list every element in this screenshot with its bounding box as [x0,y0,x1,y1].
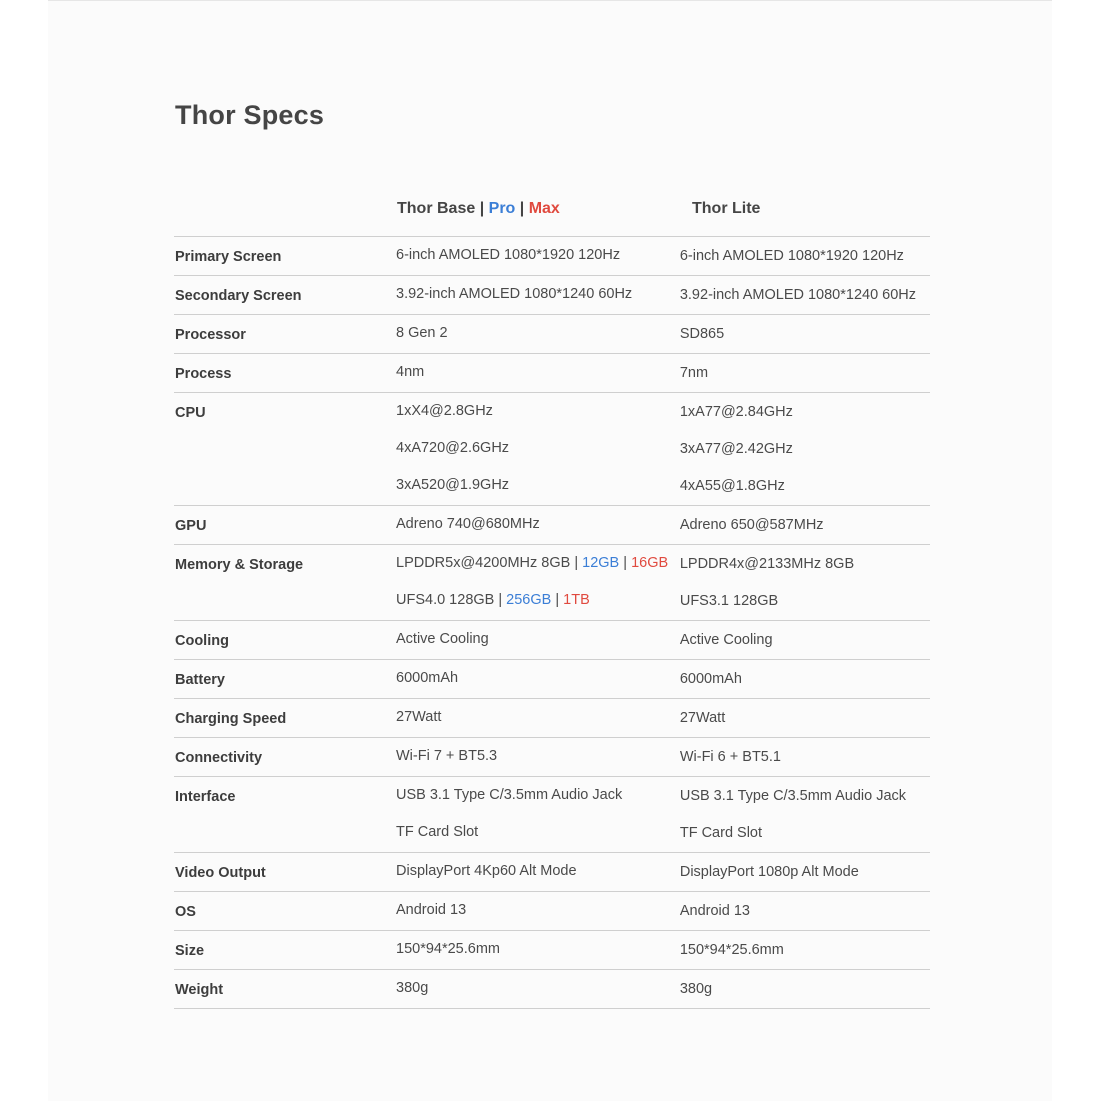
spec-value-base: Active Cooling [396,631,489,647]
spec-value-lite: Adreno 650@587MHz [679,517,824,533]
page-title: Thor Specs [175,100,325,130]
spec-value-lite: 1xA77@2.84GHz [679,404,793,420]
spec-label: Primary Screen [175,249,282,265]
spec-value-base: Wi-Fi 7 + BT5.3 [396,748,498,764]
spec-value-base: 4xA720@2.6GHz [396,440,510,456]
spec-row-battery [174,660,930,699]
spec-value-lite: 380g [679,981,713,997]
column-separator: | [479,200,485,217]
value-separator: | [623,555,628,571]
spec-label: Secondary Screen [175,288,302,304]
spec-row-connectivity [174,738,930,777]
spec-value-base: 150*94*25.6mm [396,941,500,957]
spec-row-secondary-screen [174,276,930,315]
spec-row-gpu [174,506,930,545]
spec-value-base: 380g [396,980,429,996]
spec-label: Cooling [175,633,229,649]
spec-value-lite: 150*94*25.6mm [679,942,784,958]
storage-max-value: 1TB [563,592,590,608]
storage-base-value: UFS4.0 128GB [396,592,495,608]
spec-value-lite: 7nm [679,365,709,381]
column-max-label: Max [528,200,560,217]
spec-row-os [174,892,930,931]
column-header-base [397,200,560,218]
memory-max-value: 16GB [631,555,669,571]
spec-value-lite: 6-inch AMOLED 1080*1920 120Hz [679,248,904,264]
spec-label: OS [175,904,196,920]
spec-value-lite: TF Card Slot [679,825,763,841]
spec-value-lite: 3.92-inch AMOLED 1080*1240 60Hz [679,287,917,303]
spec-value-base: 8 Gen 2 [396,325,448,341]
spec-row-primary-screen [174,237,930,276]
spec-value-base: 6000mAh [396,670,459,686]
value-separator: | [555,592,560,608]
value-separator: | [574,555,579,571]
spec-row-video-output [174,853,930,892]
spec-label: Processor [175,327,246,343]
spec-label: Size [175,943,205,959]
memory-base-value: LPDDR5x@4200MHz 8GB [396,555,571,571]
spec-table [174,236,930,1009]
spec-value-base-storage [396,590,680,610]
spec-label: Connectivity [175,750,263,766]
spec-value-lite: USB 3.1 Type C/3.5mm Audio Jack [679,788,907,804]
spec-label: Process [175,366,232,382]
spec-value-base: TF Card Slot [396,824,479,840]
spec-value-lite: 4xA55@1.8GHz [679,478,785,494]
spec-row-charging-speed [174,699,930,738]
spec-value-base-memory [396,553,680,573]
spec-label: Charging Speed [175,711,287,727]
spec-value-lite: 3xA77@2.42GHz [679,441,793,457]
spec-value-lite: SD865 [679,326,725,342]
spec-label: GPU [175,518,207,534]
spec-value-lite: UFS3.1 128GB [679,593,779,609]
spec-label: Video Output [175,865,266,881]
column-base-label: Thor Base [397,200,476,217]
spec-value-lite: LPDDR4x@2133MHz 8GB [679,556,855,572]
spec-value-lite: Active Cooling [679,632,773,648]
spec-row-size [174,931,930,970]
spec-row-cooling [174,621,930,660]
spec-value-base: 3xA520@1.9GHz [396,477,510,493]
memory-pro-value: 12GB [582,555,620,571]
spec-label: Weight [175,982,224,998]
spec-value-lite: Android 13 [679,903,750,919]
spec-label: Interface [175,789,236,805]
spec-value-lite: Wi-Fi 6 + BT5.1 [679,749,781,765]
spec-value-base: DisplayPort 4Kp60 Alt Mode [396,863,577,879]
spec-value-base: 6-inch AMOLED 1080*1920 120Hz [396,247,621,263]
spec-value-base: USB 3.1 Type C/3.5mm Audio Jack [396,787,623,803]
column-separator: | [519,200,525,217]
spec-label: Memory & Storage [175,557,304,573]
spec-label: CPU [175,405,206,421]
spec-value-base: 3.92-inch AMOLED 1080*1240 60Hz [396,286,633,302]
spec-value-lite: 6000mAh [679,671,742,687]
spec-value-base: 1xX4@2.8GHz [396,403,493,419]
spec-row-interface [174,777,930,853]
spec-value-base: 4nm [396,364,425,380]
spec-row-processor [174,315,930,354]
spec-value-lite: 27Watt [679,710,726,726]
spec-value-base: 27Watt [396,709,442,725]
spec-value-base: Adreno 740@680MHz [396,516,540,532]
spec-value-lite: DisplayPort 1080p Alt Mode [679,864,859,880]
spec-row-weight [174,970,930,1009]
spec-row-process [174,354,930,393]
spec-value-base: Android 13 [396,902,467,918]
spec-label: Battery [175,672,225,688]
column-pro-label: Pro [488,200,516,217]
column-header-lite: Thor Lite [692,200,761,217]
value-separator: | [498,592,503,608]
storage-pro-value: 256GB [506,592,552,608]
spec-row-memory-storage [174,545,930,621]
spec-row-cpu [174,393,930,506]
